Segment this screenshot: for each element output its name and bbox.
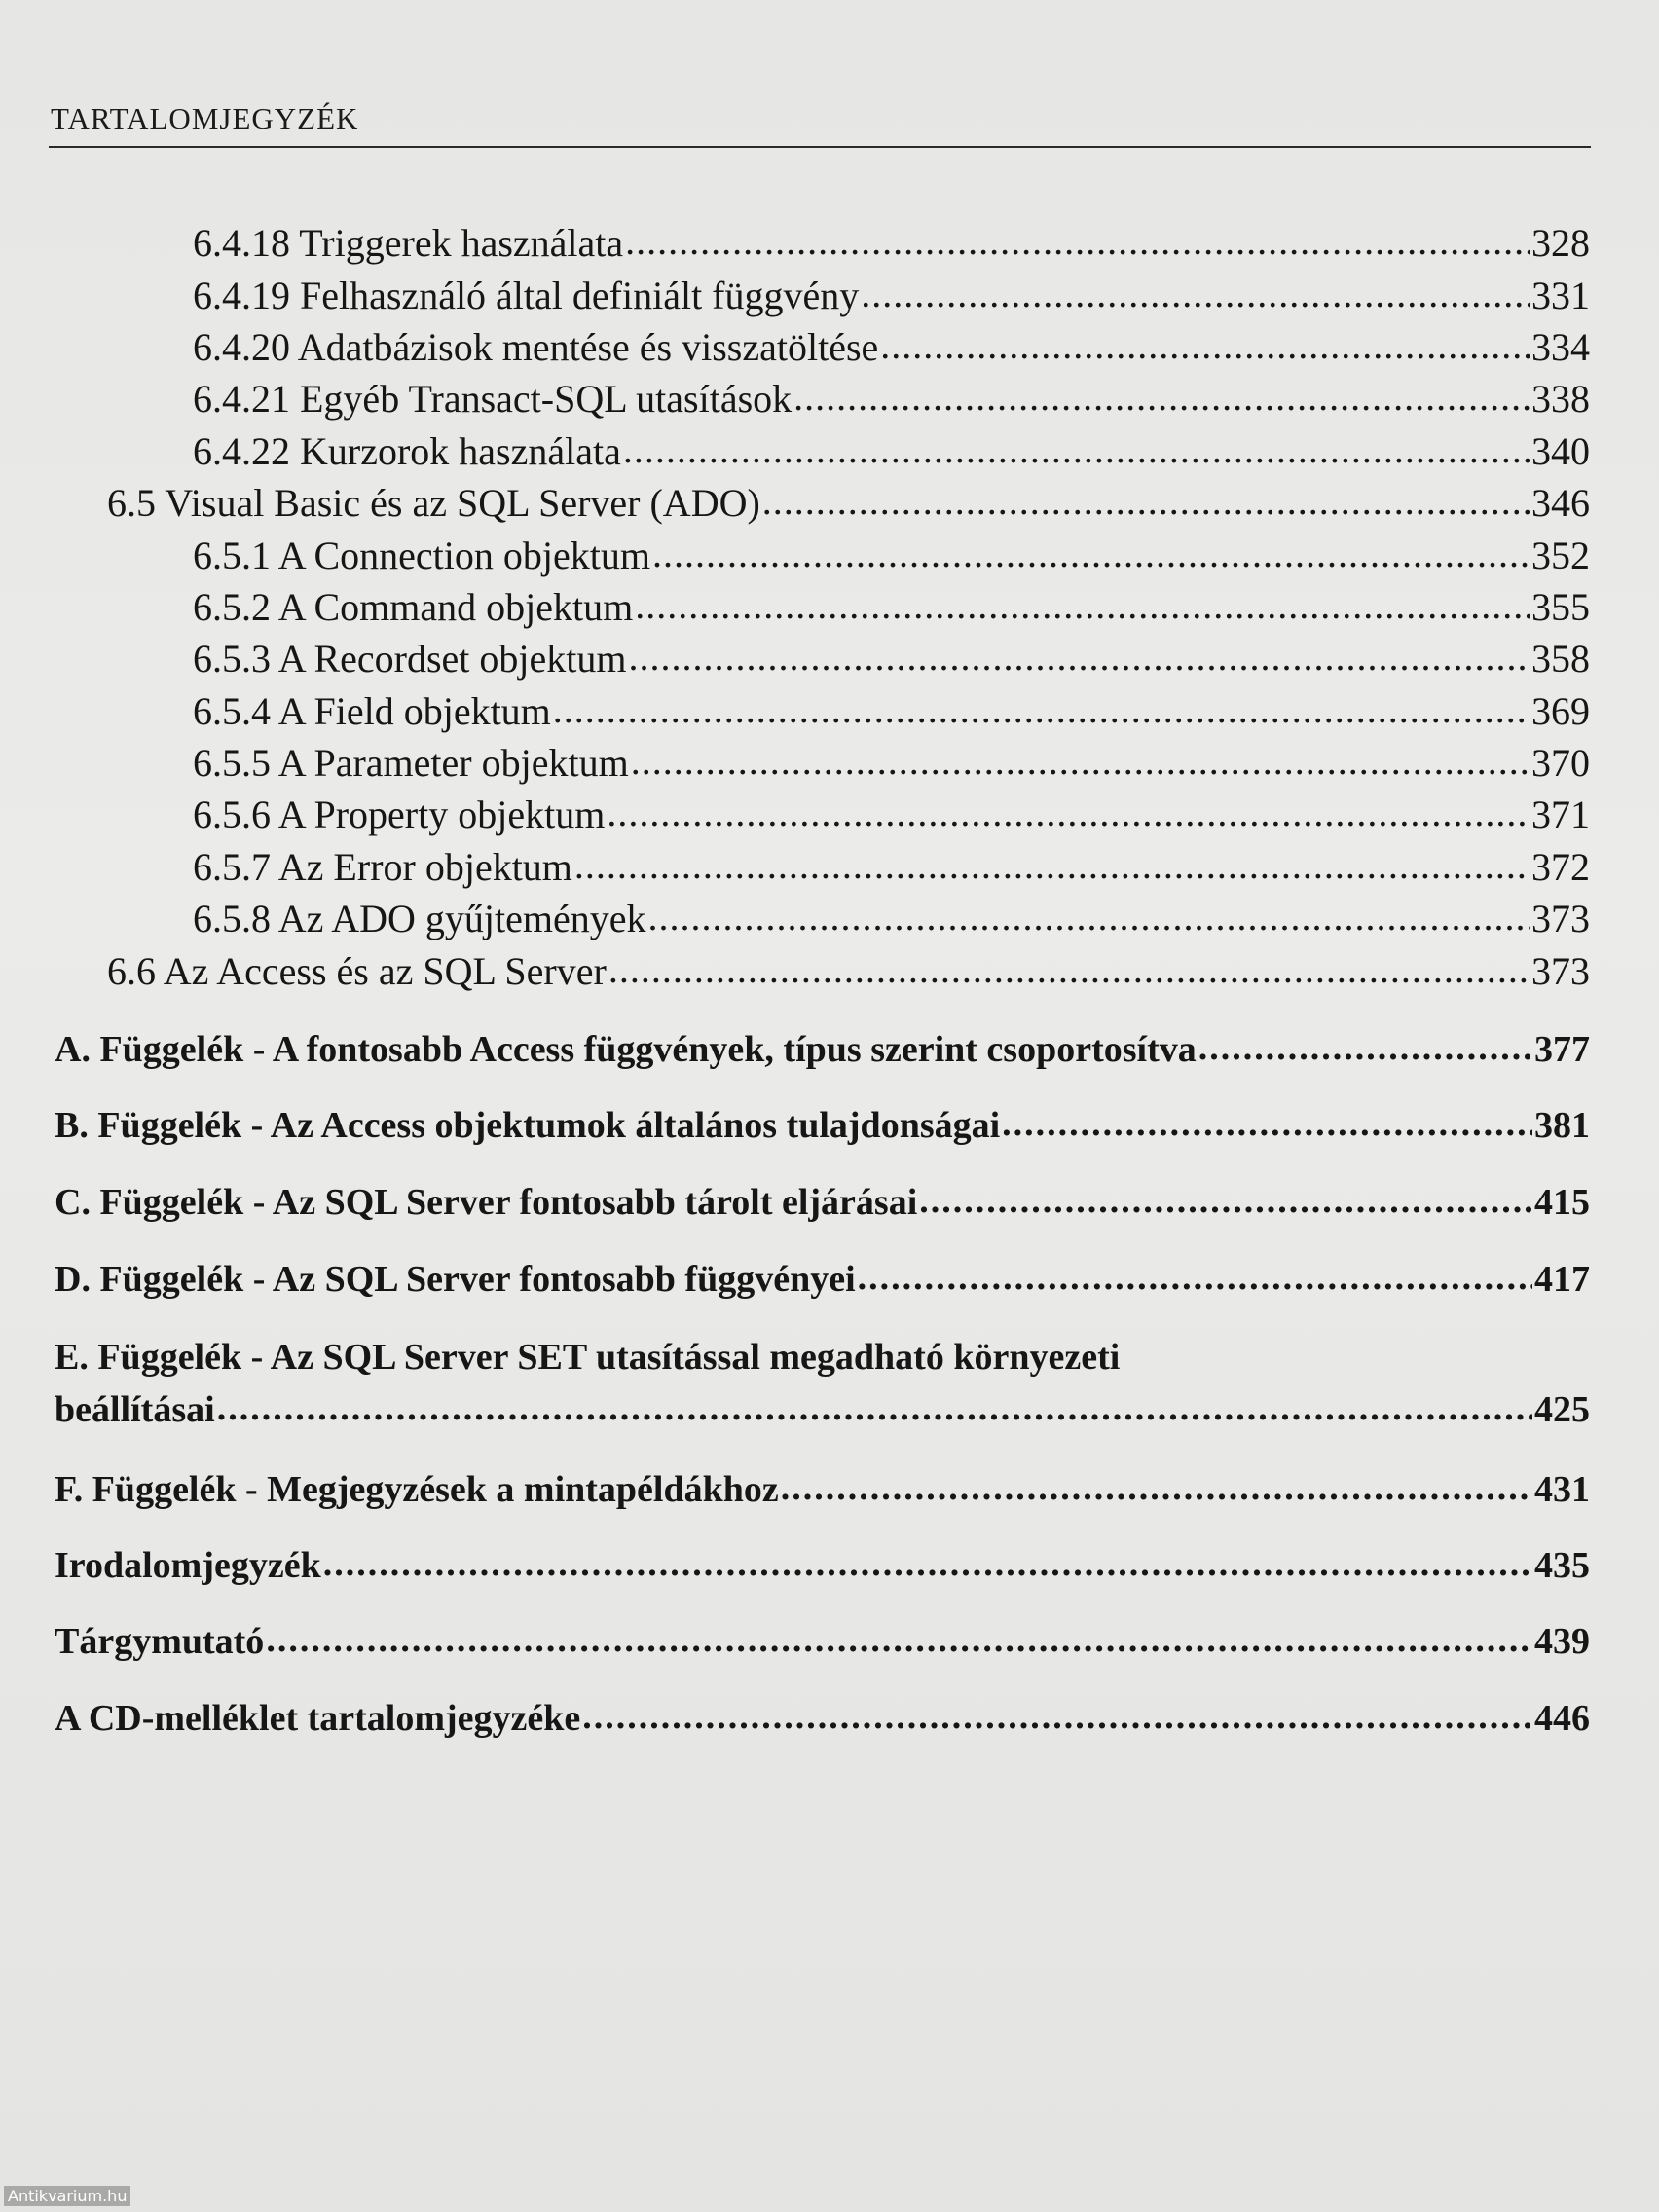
toc-entry-6-5-7 (193, 844, 1590, 890)
toc-entry-6-5-8 (193, 896, 1590, 941)
toc-leader-dots (323, 1542, 1532, 1585)
toc-leader-dots (608, 946, 1530, 992)
toc-entry-6-5-4 (193, 688, 1590, 734)
toc-entry-title: 6.5.1 A Connection objektum (193, 534, 650, 577)
toc-entry-6-5 (107, 480, 1590, 526)
toc-page-number: 340 (1531, 429, 1590, 473)
toc-leader-dots (629, 634, 1530, 680)
toc-entry-6-4-21 (193, 376, 1590, 422)
header-rule (49, 146, 1591, 148)
toc-entry-6-4-20 (193, 324, 1590, 370)
toc-page-number: 369 (1531, 689, 1590, 733)
toc-leader-dots (648, 894, 1530, 940)
toc-entry-title: 6.5.4 A Field objektum (193, 689, 551, 733)
toc-appendix-a (55, 1028, 1590, 1071)
toc-leader-dots (625, 218, 1530, 264)
toc-entry-6-4-18 (193, 220, 1590, 266)
toc-entry-6-5-3 (193, 636, 1590, 682)
toc-appendix-d (55, 1258, 1590, 1301)
toc-page-number: 358 (1531, 637, 1590, 681)
toc-leader-dots (880, 322, 1530, 368)
toc-entry-title: 6.5.6 A Property objektum (193, 793, 606, 836)
toc-page-number: 372 (1531, 845, 1590, 889)
toc-page-number: 431 (1534, 1469, 1590, 1510)
toc-leader-dots (793, 374, 1530, 420)
toc-entry-title: 6.6 Az Access és az SQL Server (107, 949, 607, 993)
toc-entry-6-5-1 (193, 533, 1590, 578)
toc-leader-dots (623, 426, 1530, 472)
toc-leader-dots (217, 1386, 1532, 1429)
toc-entry-title: 6.5.2 A Command objektum (193, 585, 634, 629)
toc-page-number: 435 (1534, 1545, 1590, 1586)
toc-leader-dots (919, 1179, 1532, 1222)
toc-entry-title: A CD-melléklet tartalomjegyzéke (55, 1698, 581, 1739)
toc-leader-dots (858, 1256, 1532, 1299)
toc-appendix-b (55, 1104, 1590, 1147)
toc-leader-dots (582, 1695, 1532, 1738)
toc-entry-title: beállításai (55, 1389, 215, 1430)
toc-page-number: 439 (1534, 1621, 1590, 1662)
toc-entry-6-4-22 (193, 428, 1590, 474)
toc-entry-6-5-6 (193, 792, 1590, 837)
toc-entry-6-5-5 (193, 740, 1590, 786)
toc-cd-melleklet (55, 1697, 1590, 1740)
toc-entry-6-6 (107, 948, 1590, 994)
toc-page-number: 334 (1531, 325, 1590, 369)
toc-irodalomjegyzek (55, 1544, 1590, 1587)
toc-entry-title: F. Függelék - Megjegyzések a mintapéldákhoz (55, 1469, 779, 1510)
toc-page-number: 355 (1531, 585, 1590, 629)
toc-entry-title: 6.4.19 Felhasználó által definiált függvény (193, 274, 860, 317)
site-watermark: Antikvarium.hu (4, 2186, 130, 2206)
toc-entry-title: 6.4.18 Triggerek használata (193, 221, 624, 265)
toc-leader-dots (1198, 1026, 1532, 1069)
toc-leader-dots (762, 478, 1530, 524)
toc-entry-title: B. Függelék - Az Access objektumok általános tulajdonságai (55, 1105, 1001, 1146)
toc-entry-6-5-2 (193, 584, 1590, 630)
toc-page-number: 338 (1531, 377, 1590, 421)
toc-leader-dots (861, 271, 1530, 316)
toc-page-number: 371 (1531, 793, 1590, 836)
toc-appendix-c (55, 1181, 1590, 1224)
toc-entry-title: A. Függelék - A fontosabb Access függvények, típus szerint csoportosítva (55, 1029, 1197, 1070)
toc-entry-title: 6.5.3 A Recordset objektum (193, 637, 627, 681)
toc-entry-title: 6.4.21 Egyéb Transact-SQL utasítások (193, 377, 793, 421)
toc-entry-title: 6.5.7 Az Error objektum (193, 845, 572, 889)
toc-appendix-e-line1: E. Függelék - Az SQL Server SET utasítással megadható környezeti (55, 1337, 1121, 1378)
toc-page-number: 331 (1531, 274, 1590, 317)
toc-leader-dots (631, 738, 1530, 784)
toc-leader-dots (1002, 1102, 1532, 1145)
toc-appendix-f (55, 1468, 1590, 1511)
toc-entry-6-4-19 (193, 273, 1590, 318)
toc-page-number: 425 (1534, 1389, 1590, 1430)
toc-page-number: 352 (1531, 534, 1590, 577)
toc-page-number: 381 (1534, 1105, 1590, 1146)
running-header: TARTALOMJEGYZÉK (51, 101, 359, 135)
toc-leader-dots (607, 790, 1530, 835)
toc-targymutato (55, 1620, 1590, 1663)
toc-entry-title: Irodalomjegyzék (55, 1545, 321, 1586)
toc-page-number: 417 (1534, 1259, 1590, 1300)
toc-leader-dots (574, 842, 1530, 888)
toc-page-number: 446 (1534, 1698, 1590, 1739)
toc-page-number: 373 (1531, 897, 1590, 940)
toc-entry-title: C. Függelék - Az SQL Server fontosabb tárolt eljárásai (55, 1182, 918, 1223)
toc-entry-title: 6.5.5 A Parameter objektum (193, 741, 629, 785)
toc-page-number: 377 (1534, 1029, 1590, 1070)
toc-page-number: 373 (1531, 949, 1590, 993)
toc-leader-dots (635, 582, 1530, 628)
toc-entry-title: 6.4.20 Adatbázisok mentése és visszatöltése (193, 325, 879, 369)
toc-entry-title: 6.5 Visual Basic és az SQL Server (ADO) (107, 481, 760, 525)
toc-entry-title: D. Függelék - Az SQL Server fontosabb függvényei (55, 1259, 856, 1300)
toc-page-number: 328 (1531, 221, 1590, 265)
toc-page-number: 370 (1531, 741, 1590, 785)
toc-leader-dots (652, 531, 1530, 576)
toc-entry-title: 6.5.8 Az ADO gyűjtemények (193, 897, 646, 940)
toc-leader-dots (553, 686, 1530, 732)
toc-entry-title: Tárgymutató (55, 1621, 265, 1662)
toc-page-number: 346 (1531, 481, 1590, 525)
toc-leader-dots (781, 1466, 1532, 1509)
toc-appendix-e (55, 1388, 1590, 1431)
toc-entry-title: 6.4.22 Kurzorok használata (193, 429, 621, 473)
toc-leader-dots (266, 1618, 1532, 1661)
toc-page-number: 415 (1534, 1182, 1590, 1223)
